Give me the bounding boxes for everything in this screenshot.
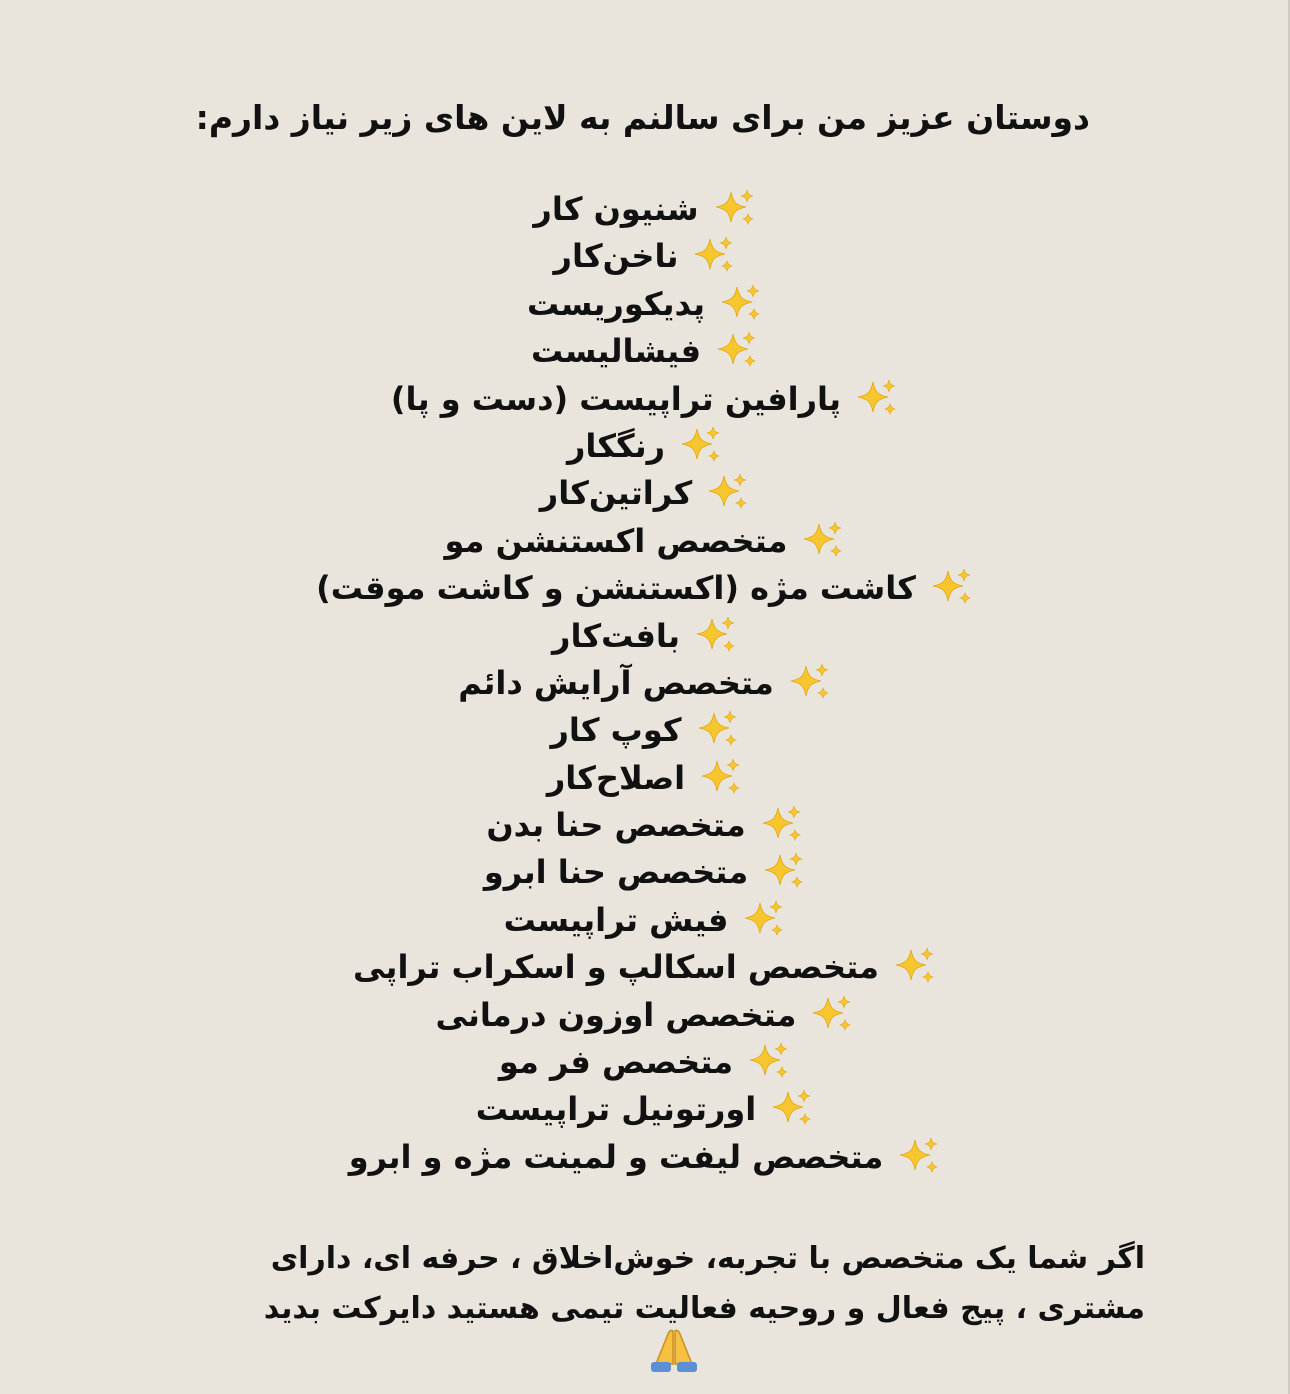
list-item	[0, 944, 1290, 991]
list-item	[0, 328, 1290, 375]
list-item	[0, 1134, 1290, 1181]
list-item-label: متخصص آرایش دائم	[458, 663, 774, 702]
sparkles-icon	[801, 520, 845, 560]
list-item-label: کاشت مژه (اکستنشن و کاشت موقت)	[316, 569, 916, 608]
list-item-label: متخصص اکستنشن مو	[444, 521, 788, 560]
list-item-label: متخصص حنا بدن	[486, 806, 746, 845]
list-item	[0, 186, 1290, 233]
post-heading: دوستان عزیز من برای سالنم به لاین های زیر نیاز دارم:	[195, 98, 1090, 137]
list-item-label: متخصص اسکالپ و اسکراب تراپی	[353, 948, 879, 987]
list-item-label: اصلاح‌کار	[546, 758, 686, 797]
list-item-label: فیش تراپیست	[503, 900, 729, 939]
sparkles-icon	[699, 757, 743, 797]
list-item-label: بافت‌کار	[552, 616, 680, 655]
list-item-label: متخصص لیفت و لمینت مژه و ابرو	[348, 1137, 884, 1176]
list-item-label: متخصص اوزون درمانی	[435, 995, 797, 1034]
sparkles-icon	[679, 425, 723, 465]
sparkles-icon	[788, 662, 832, 702]
sparkles-icon	[742, 899, 786, 939]
list-item	[0, 565, 1290, 612]
list-item	[0, 1086, 1290, 1133]
list-item	[0, 518, 1290, 565]
list-item-label: ناخن‌کار	[553, 237, 679, 276]
sparkles-icon	[893, 946, 937, 986]
list-item	[0, 423, 1290, 470]
list-item-label: اورتونیل تراپیست	[475, 1090, 757, 1129]
sparkles-icon	[855, 378, 899, 418]
sparkles-icon	[692, 235, 736, 275]
list-item	[0, 233, 1290, 280]
list-item-label: متخصص حنا ابرو	[483, 853, 749, 892]
sparkles-icon	[762, 851, 806, 891]
sparkles-icon	[747, 1041, 791, 1081]
list-item-label: پدیکوریست	[526, 284, 706, 323]
list-item	[0, 897, 1290, 944]
list-item	[0, 1039, 1290, 1086]
list-item-label: کوپ کار	[550, 711, 682, 750]
sparkles-icon	[770, 1088, 814, 1128]
sparkles-icon	[696, 709, 740, 749]
sparkles-icon	[713, 188, 757, 228]
list-item	[0, 849, 1290, 896]
list-item	[0, 660, 1290, 707]
role-list	[0, 186, 1290, 1181]
list-item-label: فیشالیست	[530, 332, 702, 371]
list-item-label: کراتین‌کار	[539, 474, 693, 513]
list-item	[0, 755, 1290, 802]
sparkles-icon	[810, 994, 854, 1034]
list-item	[0, 281, 1290, 328]
list-item-label: شنیون کار	[533, 190, 699, 228]
list-item-label: رنگکار	[566, 426, 666, 465]
sparkles-icon	[760, 804, 804, 844]
sparkles-icon	[897, 1136, 941, 1176]
list-item	[0, 802, 1290, 849]
list-item	[0, 376, 1290, 423]
list-item-label: متخصص فر مو	[498, 1043, 734, 1082]
sparkles-icon	[694, 615, 738, 655]
list-item-label: پارافین تراپیست (دست و پا)	[390, 379, 842, 418]
sparkles-icon	[715, 330, 759, 370]
sparkles-icon	[706, 472, 750, 512]
list-item	[0, 992, 1290, 1039]
list-item	[0, 707, 1290, 754]
folded-hands-icon	[646, 1324, 702, 1374]
sparkles-icon	[930, 567, 974, 607]
list-item	[0, 470, 1290, 517]
post-footer: اگر شما یک متخصص با تجربه، خوش‌اخلاق ، حرفه ای، دارای مشتری ، پیج فعال و روحیه فعالیت تیمی هستید دایرکت بدید	[263, 1241, 1145, 1326]
list-item	[0, 613, 1290, 660]
sparkles-icon	[719, 283, 763, 323]
